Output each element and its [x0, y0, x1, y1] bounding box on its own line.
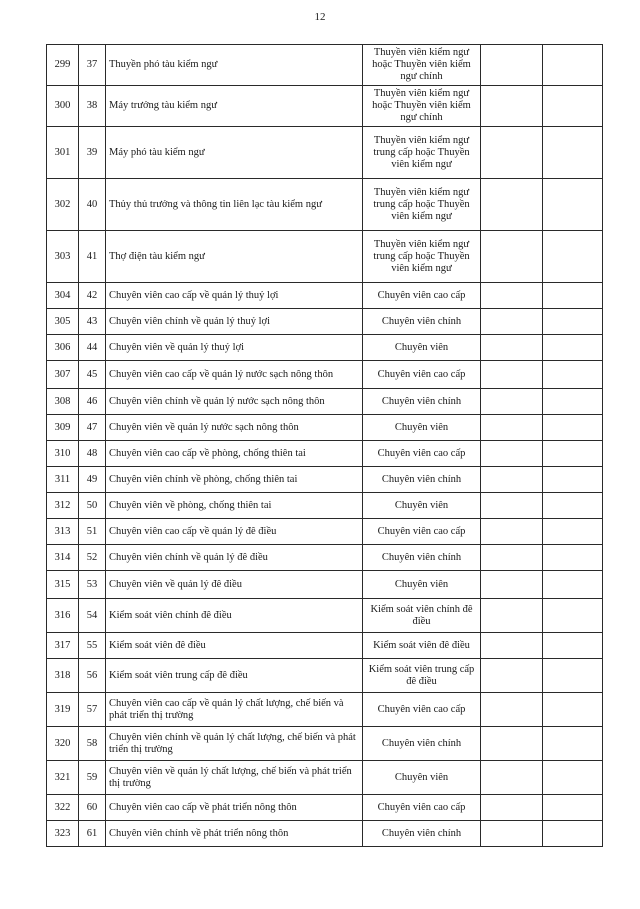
- empty-cell: [543, 821, 603, 847]
- table-row: [47, 519, 603, 545]
- table-row: [47, 571, 603, 599]
- civil-servant-rank: Thuyền viên kiểm ngư hoặc Thuyền viên kiểm ngư chính: [363, 86, 481, 127]
- empty-cell: [543, 389, 603, 415]
- civil-servant-rank: Chuyên viên cao cấp: [363, 795, 481, 821]
- row-number: 52: [79, 545, 106, 571]
- empty-cell: [481, 519, 543, 545]
- row-serial: 306: [47, 335, 79, 361]
- row-serial: 309: [47, 415, 79, 441]
- position-title: Chuyên viên về quản lý đê điều: [106, 571, 363, 599]
- row-number: 43: [79, 309, 106, 335]
- row-serial: 303: [47, 231, 79, 283]
- empty-cell: [481, 283, 543, 309]
- empty-cell: [543, 633, 603, 659]
- table-row: [47, 309, 603, 335]
- civil-servant-rank: Chuyên viên chính: [363, 467, 481, 493]
- position-title: Máy phó tàu kiểm ngư: [106, 127, 363, 179]
- empty-cell: [543, 795, 603, 821]
- civil-servant-rank: Thuyền viên kiểm ngư trung cấp hoặc Thuyền viên kiểm ngư: [363, 231, 481, 283]
- row-serial: 321: [47, 761, 79, 795]
- row-number: 44: [79, 335, 106, 361]
- empty-cell: [543, 727, 603, 761]
- position-title: Máy trưởng tàu kiểm ngư: [106, 86, 363, 127]
- empty-cell: [481, 599, 543, 633]
- empty-cell: [543, 519, 603, 545]
- table-row: [47, 415, 603, 441]
- civil-servant-rank: Chuyên viên chính: [363, 821, 481, 847]
- row-serial: 314: [47, 545, 79, 571]
- empty-cell: [543, 335, 603, 361]
- row-number: 42: [79, 283, 106, 309]
- empty-cell: [481, 571, 543, 599]
- row-serial: 317: [47, 633, 79, 659]
- row-serial: 300: [47, 86, 79, 127]
- empty-cell: [481, 415, 543, 441]
- civil-servant-rank: Thuyền viên kiểm ngư trung cấp hoặc Thuyền viên kiểm ngư: [363, 127, 481, 179]
- empty-cell: [481, 727, 543, 761]
- empty-cell: [543, 693, 603, 727]
- empty-cell: [481, 335, 543, 361]
- empty-cell: [543, 761, 603, 795]
- position-title: Thủy thủ trưởng và thông tin liên lạc tàu kiểm ngư: [106, 179, 363, 231]
- row-number: 46: [79, 389, 106, 415]
- empty-cell: [481, 179, 543, 231]
- civil-servant-rank: Kiểm soát viên trung cấp đê điều: [363, 659, 481, 693]
- table-row: [47, 179, 603, 231]
- row-serial: 316: [47, 599, 79, 633]
- empty-cell: [481, 45, 543, 86]
- row-number: 40: [79, 179, 106, 231]
- table-row: [47, 231, 603, 283]
- row-serial: 304: [47, 283, 79, 309]
- row-number: 38: [79, 86, 106, 127]
- empty-cell: [481, 633, 543, 659]
- table-row: [47, 545, 603, 571]
- row-serial: 312: [47, 493, 79, 519]
- row-serial: 308: [47, 389, 79, 415]
- row-number: 56: [79, 659, 106, 693]
- civil-servant-rank: Kiểm soát viên đê điều: [363, 633, 481, 659]
- empty-cell: [481, 821, 543, 847]
- row-serial: 320: [47, 727, 79, 761]
- empty-cell: [481, 761, 543, 795]
- row-serial: 322: [47, 795, 79, 821]
- empty-cell: [543, 415, 603, 441]
- civil-servant-rank: Chuyên viên: [363, 493, 481, 519]
- row-number: 45: [79, 361, 106, 389]
- row-number: 59: [79, 761, 106, 795]
- empty-cell: [481, 231, 543, 283]
- row-number: 57: [79, 693, 106, 727]
- position-title: Chuyên viên cao cấp về quản lý chất lượng, chế biến và phát triển thị trường: [106, 693, 363, 727]
- table-row: [47, 467, 603, 493]
- empty-cell: [481, 545, 543, 571]
- table-row: [47, 441, 603, 467]
- empty-cell: [543, 441, 603, 467]
- empty-cell: [543, 231, 603, 283]
- table-row: [47, 727, 603, 761]
- empty-cell: [543, 309, 603, 335]
- table-row: [47, 599, 603, 633]
- empty-cell: [543, 467, 603, 493]
- row-serial: 299: [47, 45, 79, 86]
- civil-servant-rank: Thuyền viên kiểm ngư trung cấp hoặc Thuyền viên kiểm ngư: [363, 179, 481, 231]
- position-title: Chuyên viên cao cấp về quản lý đê điều: [106, 519, 363, 545]
- row-serial: 311: [47, 467, 79, 493]
- position-title: Kiểm soát viên đê điều: [106, 633, 363, 659]
- position-title: Chuyên viên chính về quản lý nước sạch nông thôn: [106, 389, 363, 415]
- civil-servant-rank: Chuyên viên cao cấp: [363, 519, 481, 545]
- empty-cell: [543, 361, 603, 389]
- row-number: 61: [79, 821, 106, 847]
- table-row: [47, 283, 603, 309]
- position-title: Chuyên viên cao cấp về phòng, chống thiên tai: [106, 441, 363, 467]
- table-row: [47, 127, 603, 179]
- empty-cell: [543, 127, 603, 179]
- row-serial: 319: [47, 693, 79, 727]
- civil-servant-rank: Chuyên viên: [363, 335, 481, 361]
- position-title: Thuyền phó tàu kiểm ngư: [106, 45, 363, 86]
- position-title: Thợ điện tàu kiểm ngư: [106, 231, 363, 283]
- civil-servant-rank: Chuyên viên: [363, 415, 481, 441]
- row-serial: 313: [47, 519, 79, 545]
- empty-cell: [481, 467, 543, 493]
- empty-cell: [543, 283, 603, 309]
- position-title: Chuyên viên chính về phòng, chống thiên tai: [106, 467, 363, 493]
- row-number: 55: [79, 633, 106, 659]
- empty-cell: [543, 659, 603, 693]
- position-title: Chuyên viên về quản lý nước sạch nông thôn: [106, 415, 363, 441]
- position-title: Chuyên viên chính về phát triển nông thôn: [106, 821, 363, 847]
- civil-servant-rank: Kiểm soát viên chính đê điều: [363, 599, 481, 633]
- table-row: [47, 761, 603, 795]
- row-number: 51: [79, 519, 106, 545]
- table-row: [47, 45, 603, 86]
- row-number: 53: [79, 571, 106, 599]
- row-number: 50: [79, 493, 106, 519]
- position-title: Chuyên viên cao cấp về quản lý thuỷ lợi: [106, 283, 363, 309]
- table-row: [47, 633, 603, 659]
- row-serial: 323: [47, 821, 79, 847]
- positions-table: [46, 44, 603, 847]
- position-title: Chuyên viên về quản lý thuỷ lợi: [106, 335, 363, 361]
- position-title: Kiểm soát viên chính đê điều: [106, 599, 363, 633]
- position-title: Chuyên viên cao cấp về quản lý nước sạch nông thôn: [106, 361, 363, 389]
- row-serial: 318: [47, 659, 79, 693]
- civil-servant-rank: Chuyên viên: [363, 761, 481, 795]
- row-number: 39: [79, 127, 106, 179]
- row-number: 49: [79, 467, 106, 493]
- row-number: 48: [79, 441, 106, 467]
- row-number: 41: [79, 231, 106, 283]
- table-row: [47, 795, 603, 821]
- civil-servant-rank: Chuyên viên cao cấp: [363, 361, 481, 389]
- table-body: [47, 45, 603, 847]
- position-title: Chuyên viên chính về quản lý chất lượng, chế biến và phát triển thị trường: [106, 727, 363, 761]
- civil-servant-rank: Chuyên viên chính: [363, 545, 481, 571]
- table-row: [47, 389, 603, 415]
- position-title: Kiểm soát viên trung cấp đê điều: [106, 659, 363, 693]
- civil-servant-rank: Chuyên viên chính: [363, 389, 481, 415]
- row-serial: 305: [47, 309, 79, 335]
- position-title: Chuyên viên chính về quản lý thuỷ lợi: [106, 309, 363, 335]
- empty-cell: [481, 361, 543, 389]
- row-number: 37: [79, 45, 106, 86]
- civil-servant-rank: Chuyên viên: [363, 571, 481, 599]
- empty-cell: [481, 795, 543, 821]
- empty-cell: [543, 571, 603, 599]
- position-title: Chuyên viên chính về quản lý đê điều: [106, 545, 363, 571]
- row-serial: 315: [47, 571, 79, 599]
- empty-cell: [481, 693, 543, 727]
- row-serial: 301: [47, 127, 79, 179]
- civil-servant-rank: Chuyên viên chính: [363, 309, 481, 335]
- table-row: [47, 335, 603, 361]
- row-number: 54: [79, 599, 106, 633]
- empty-cell: [543, 599, 603, 633]
- empty-cell: [481, 659, 543, 693]
- table-row: [47, 821, 603, 847]
- empty-cell: [543, 493, 603, 519]
- empty-cell: [481, 127, 543, 179]
- civil-servant-rank: Chuyên viên cao cấp: [363, 441, 481, 467]
- position-title: Chuyên viên cao cấp về phát triển nông thôn: [106, 795, 363, 821]
- position-title: Chuyên viên về phòng, chống thiên tai: [106, 493, 363, 519]
- table-row: [47, 493, 603, 519]
- table-row: [47, 86, 603, 127]
- table-row: [47, 659, 603, 693]
- row-number: 47: [79, 415, 106, 441]
- row-number: 60: [79, 795, 106, 821]
- page-number: 12: [314, 11, 326, 23]
- empty-cell: [481, 389, 543, 415]
- civil-servant-rank: Chuyên viên chính: [363, 727, 481, 761]
- row-serial: 310: [47, 441, 79, 467]
- empty-cell: [481, 86, 543, 127]
- empty-cell: [543, 179, 603, 231]
- civil-servant-rank: Chuyên viên cao cấp: [363, 693, 481, 727]
- row-number: 58: [79, 727, 106, 761]
- empty-cell: [481, 441, 543, 467]
- empty-cell: [543, 86, 603, 127]
- civil-servant-rank: Chuyên viên cao cấp: [363, 283, 481, 309]
- table-row: [47, 361, 603, 389]
- empty-cell: [543, 545, 603, 571]
- empty-cell: [543, 45, 603, 86]
- empty-cell: [481, 309, 543, 335]
- civil-servant-rank: Thuyền viên kiểm ngư hoặc Thuyền viên kiểm ngư chính: [363, 45, 481, 86]
- empty-cell: [481, 493, 543, 519]
- row-serial: 307: [47, 361, 79, 389]
- position-title: Chuyên viên về quản lý chất lượng, chế biến và phát triển thị trường: [106, 761, 363, 795]
- table-row: [47, 693, 603, 727]
- row-serial: 302: [47, 179, 79, 231]
